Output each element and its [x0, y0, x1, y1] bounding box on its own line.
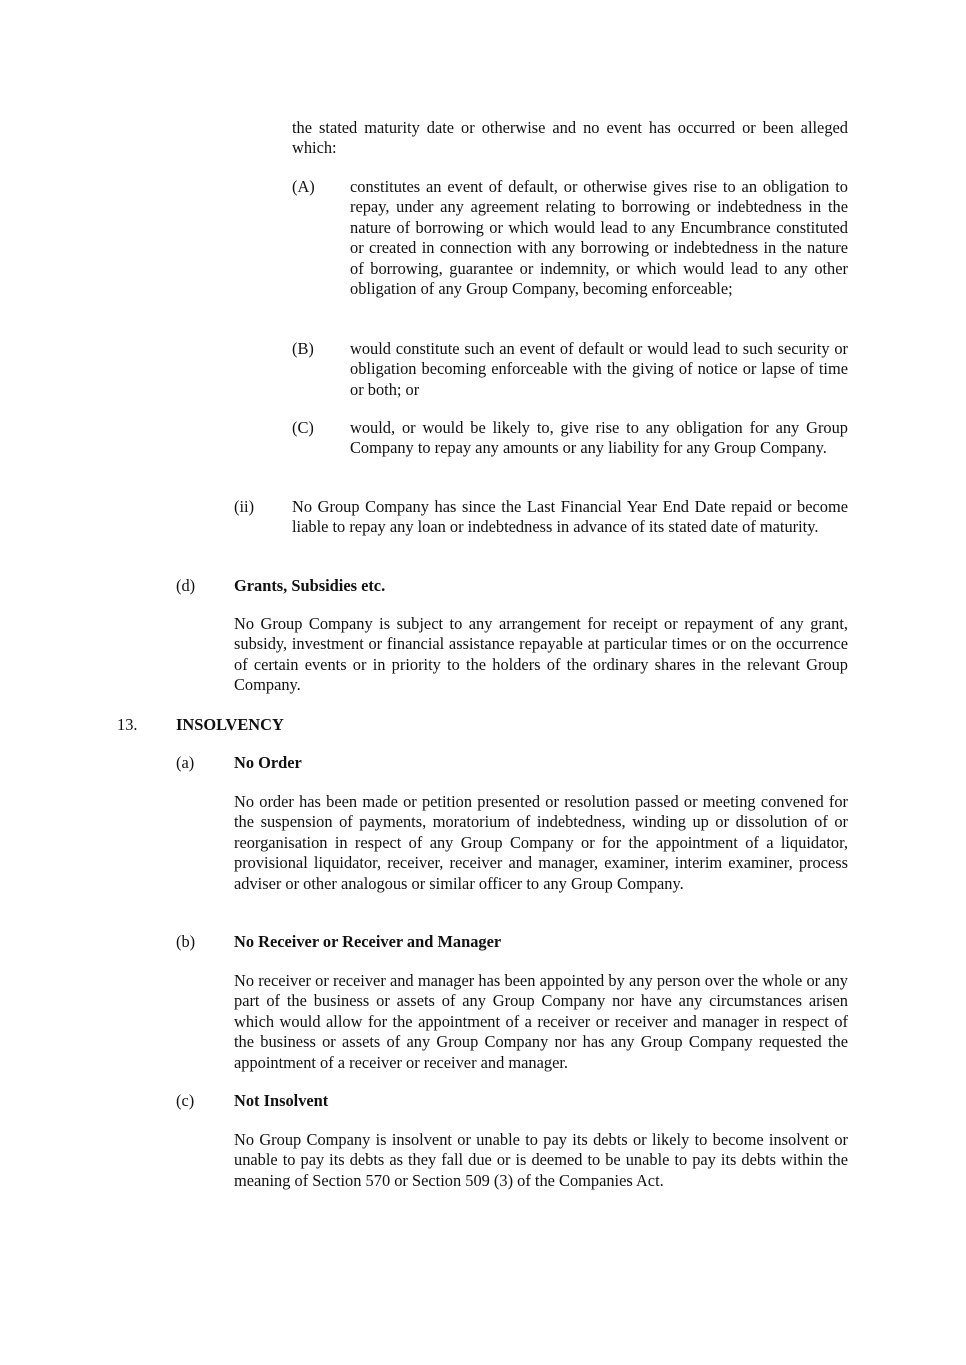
- sub-item-a-text: constitutes an event of default, or otherwise gives rise to an obligation to repay, under any agreement relating to borrowing or indebtedness in the nature of borrowing or which would lead to any Encumbrance constituted or created in connection with any borrowing or indebtedness in the nature of borrowing, guarantee or indemnity, or which would lead to any other obligation of any Group Company, becoming enforceable;: [350, 177, 848, 299]
- item-b-heading: No Receiver or Receiver and Manager: [234, 932, 502, 951]
- item-d-heading: Grants, Subsidies etc.: [234, 576, 386, 595]
- item-ii-text: No Group Company has since the Last Financial Year End Date repaid or become liable to repay any loan or indebtedness in advance of its stated date of maturity.: [292, 497, 848, 537]
- item-d-label: (d): [176, 576, 196, 595]
- item-b-label: (b): [176, 932, 196, 951]
- sub-item-c-label: (C): [292, 418, 314, 437]
- item-a-heading: No Order: [234, 753, 302, 772]
- item-ii-label: (ii): [234, 497, 255, 516]
- intro-paragraph: the stated maturity date or otherwise and no event has occurred or been alleged which:: [292, 118, 848, 158]
- sub-item-a-label: (A): [292, 177, 315, 196]
- item-a-text: No order has been made or petition presented or resolution passed or meeting convened for the suspension of payments, moratorium of indebtedness, winding up or dissolution of or reorganisation in respect of any Group Company or for the appointment of a liquidator, provisional liquidator, receiver, receiver and manager, examiner, interim examiner, process adviser or other analogous or similar officer to any Group Company.: [234, 792, 848, 893]
- item-d-text: No Group Company is subject to any arrangement for receipt or repayment of any grant, subsidy, investment or financial assistance repayable at particular times or on the occurrence of certain events or in priority to the holders of the ordinary shares in the relevant Group Company.: [234, 614, 848, 695]
- item-c-label: (c): [176, 1091, 195, 1110]
- sub-item-c-text: would, or would be likely to, give rise to any obligation for any Group Company to repay any amounts or any liability for any Group Company.: [350, 418, 848, 458]
- item-c-text: No Group Company is insolvent or unable to pay its debts or likely to become insolvent or unable to pay its debts as they fall due or is deemed to be unable to pay its debts within the meaning of Section 570 or Section 509 (3) of the Companies Act.: [234, 1130, 848, 1190]
- section-13-number: 13.: [117, 715, 138, 734]
- sub-item-b-text: would constitute such an event of default or would lead to such security or obligation becoming enforceable with the giving of notice or lapse of time or both; or: [350, 339, 848, 399]
- section-13-title: INSOLVENCY: [176, 715, 284, 734]
- item-c-heading: Not Insolvent: [234, 1091, 329, 1110]
- item-a-label: (a): [176, 753, 195, 772]
- item-b-text: No receiver or receiver and manager has been appointed by any person over the whole or any part of the business or assets of any Group Company nor have any circumstances arisen which would allow for the appointment of a receiver or receiver and manager in respect of the business or assets of any Group Company nor has any Group Company requested the appointment of a receiver or receiver and manager.: [234, 971, 848, 1072]
- sub-item-b-label: (B): [292, 339, 314, 358]
